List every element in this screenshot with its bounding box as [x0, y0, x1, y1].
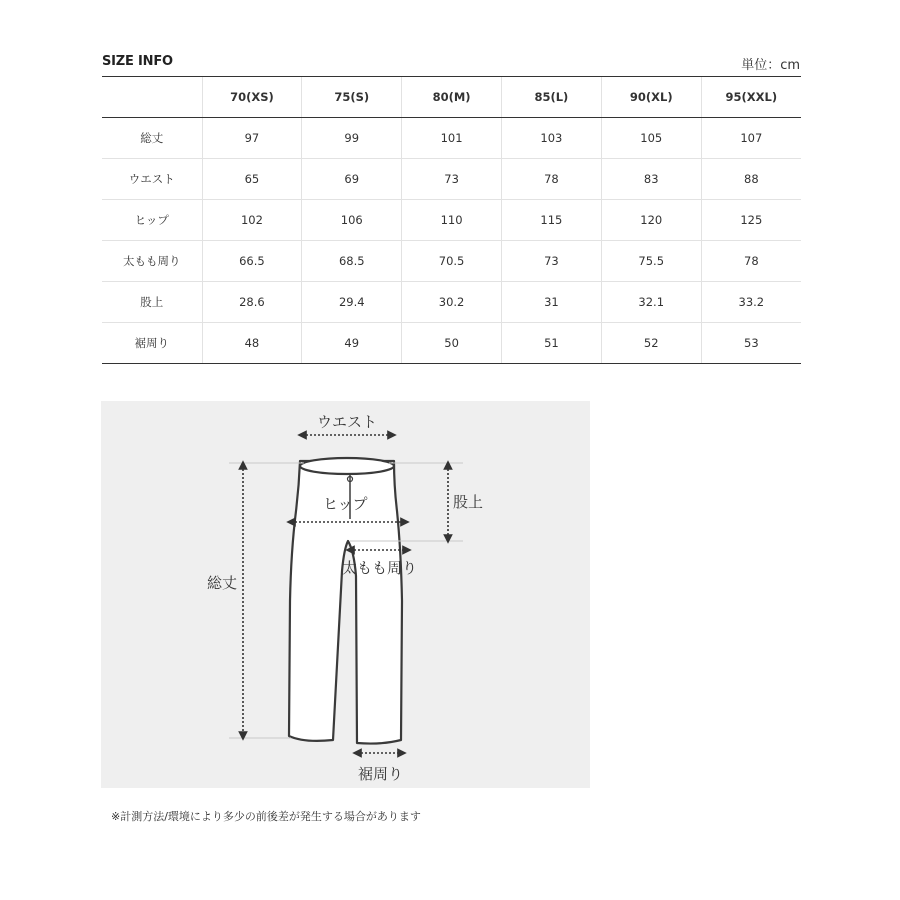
row-label: 総丈: [102, 118, 202, 159]
table-header-row: [102, 77, 801, 118]
table-cell: 101: [402, 118, 502, 159]
pants-illustration: [101, 401, 590, 788]
table-cell: 70.5: [402, 241, 502, 282]
header-cell: [102, 77, 202, 118]
header-cell: 75(S): [302, 77, 402, 118]
table-cell: 75.5: [601, 241, 701, 282]
header-cell: 85(L): [501, 77, 601, 118]
table-cell: 68.5: [302, 241, 402, 282]
table-cell: 69: [302, 159, 402, 200]
header-cell: 95(XXL): [701, 77, 801, 118]
table-cell: 48: [202, 323, 302, 364]
hem-label: 裾周り: [358, 765, 404, 783]
measurement-note: ※計測方法/環境により多少の前後差が発生する場合があります: [111, 810, 421, 823]
table-cell: 88: [701, 159, 801, 200]
table-cell: 65: [202, 159, 302, 200]
thigh-label: 太もも周り: [342, 559, 418, 577]
header-cell: 80(M): [402, 77, 502, 118]
table-cell: 28.6: [202, 282, 302, 323]
table-cell: 97: [202, 118, 302, 159]
row-label: ウエスト: [102, 159, 202, 200]
hip-label: ヒップ: [323, 495, 368, 513]
table-cell: 105: [601, 118, 701, 159]
table-cell: 50: [402, 323, 502, 364]
header-cell: 70(XS): [202, 77, 302, 118]
row-label: 股上: [102, 282, 202, 323]
table-cell: 107: [701, 118, 801, 159]
table-cell: 52: [601, 323, 701, 364]
table-cell: 53: [701, 323, 801, 364]
unit-label: 単位：cm: [741, 58, 800, 73]
waistband: [300, 458, 394, 474]
table-cell: 33.2: [701, 282, 801, 323]
table-row: [102, 282, 801, 323]
table-cell: 66.5: [202, 241, 302, 282]
waist-label: ウエスト: [317, 413, 378, 431]
table-cell: 29.4: [302, 282, 402, 323]
table-cell: 78: [501, 159, 601, 200]
pants-measurement-diagram: [101, 401, 590, 788]
table-cell: 30.2: [402, 282, 502, 323]
row-label: ヒップ: [102, 200, 202, 241]
table-cell: 73: [501, 241, 601, 282]
table-row: [102, 118, 801, 159]
table-cell: 99: [302, 118, 402, 159]
table-row: [102, 241, 801, 282]
table-cell: 106: [302, 200, 402, 241]
table-cell: 115: [501, 200, 601, 241]
table-row: [102, 200, 801, 241]
table-row: [102, 159, 801, 200]
table-cell: 83: [601, 159, 701, 200]
table-cell: 102: [202, 200, 302, 241]
row-label: 太もも周り: [102, 241, 202, 282]
row-label: 裾周り: [102, 323, 202, 364]
table-cell: 32.1: [601, 282, 701, 323]
size-table: [102, 76, 801, 364]
table-cell: 31: [501, 282, 601, 323]
table-cell: 73: [402, 159, 502, 200]
table-cell: 110: [402, 200, 502, 241]
header-cell: 90(XL): [601, 77, 701, 118]
table-cell: 49: [302, 323, 402, 364]
rise-label: 股上: [453, 493, 484, 511]
page-title: SIZE INFO: [102, 54, 173, 69]
table-cell: 51: [501, 323, 601, 364]
table-row: [102, 323, 801, 364]
table-cell: 125: [701, 200, 801, 241]
table-cell: 78: [701, 241, 801, 282]
table-cell: 103: [501, 118, 601, 159]
total-length-label: 総丈: [207, 574, 238, 592]
table-cell: 120: [601, 200, 701, 241]
